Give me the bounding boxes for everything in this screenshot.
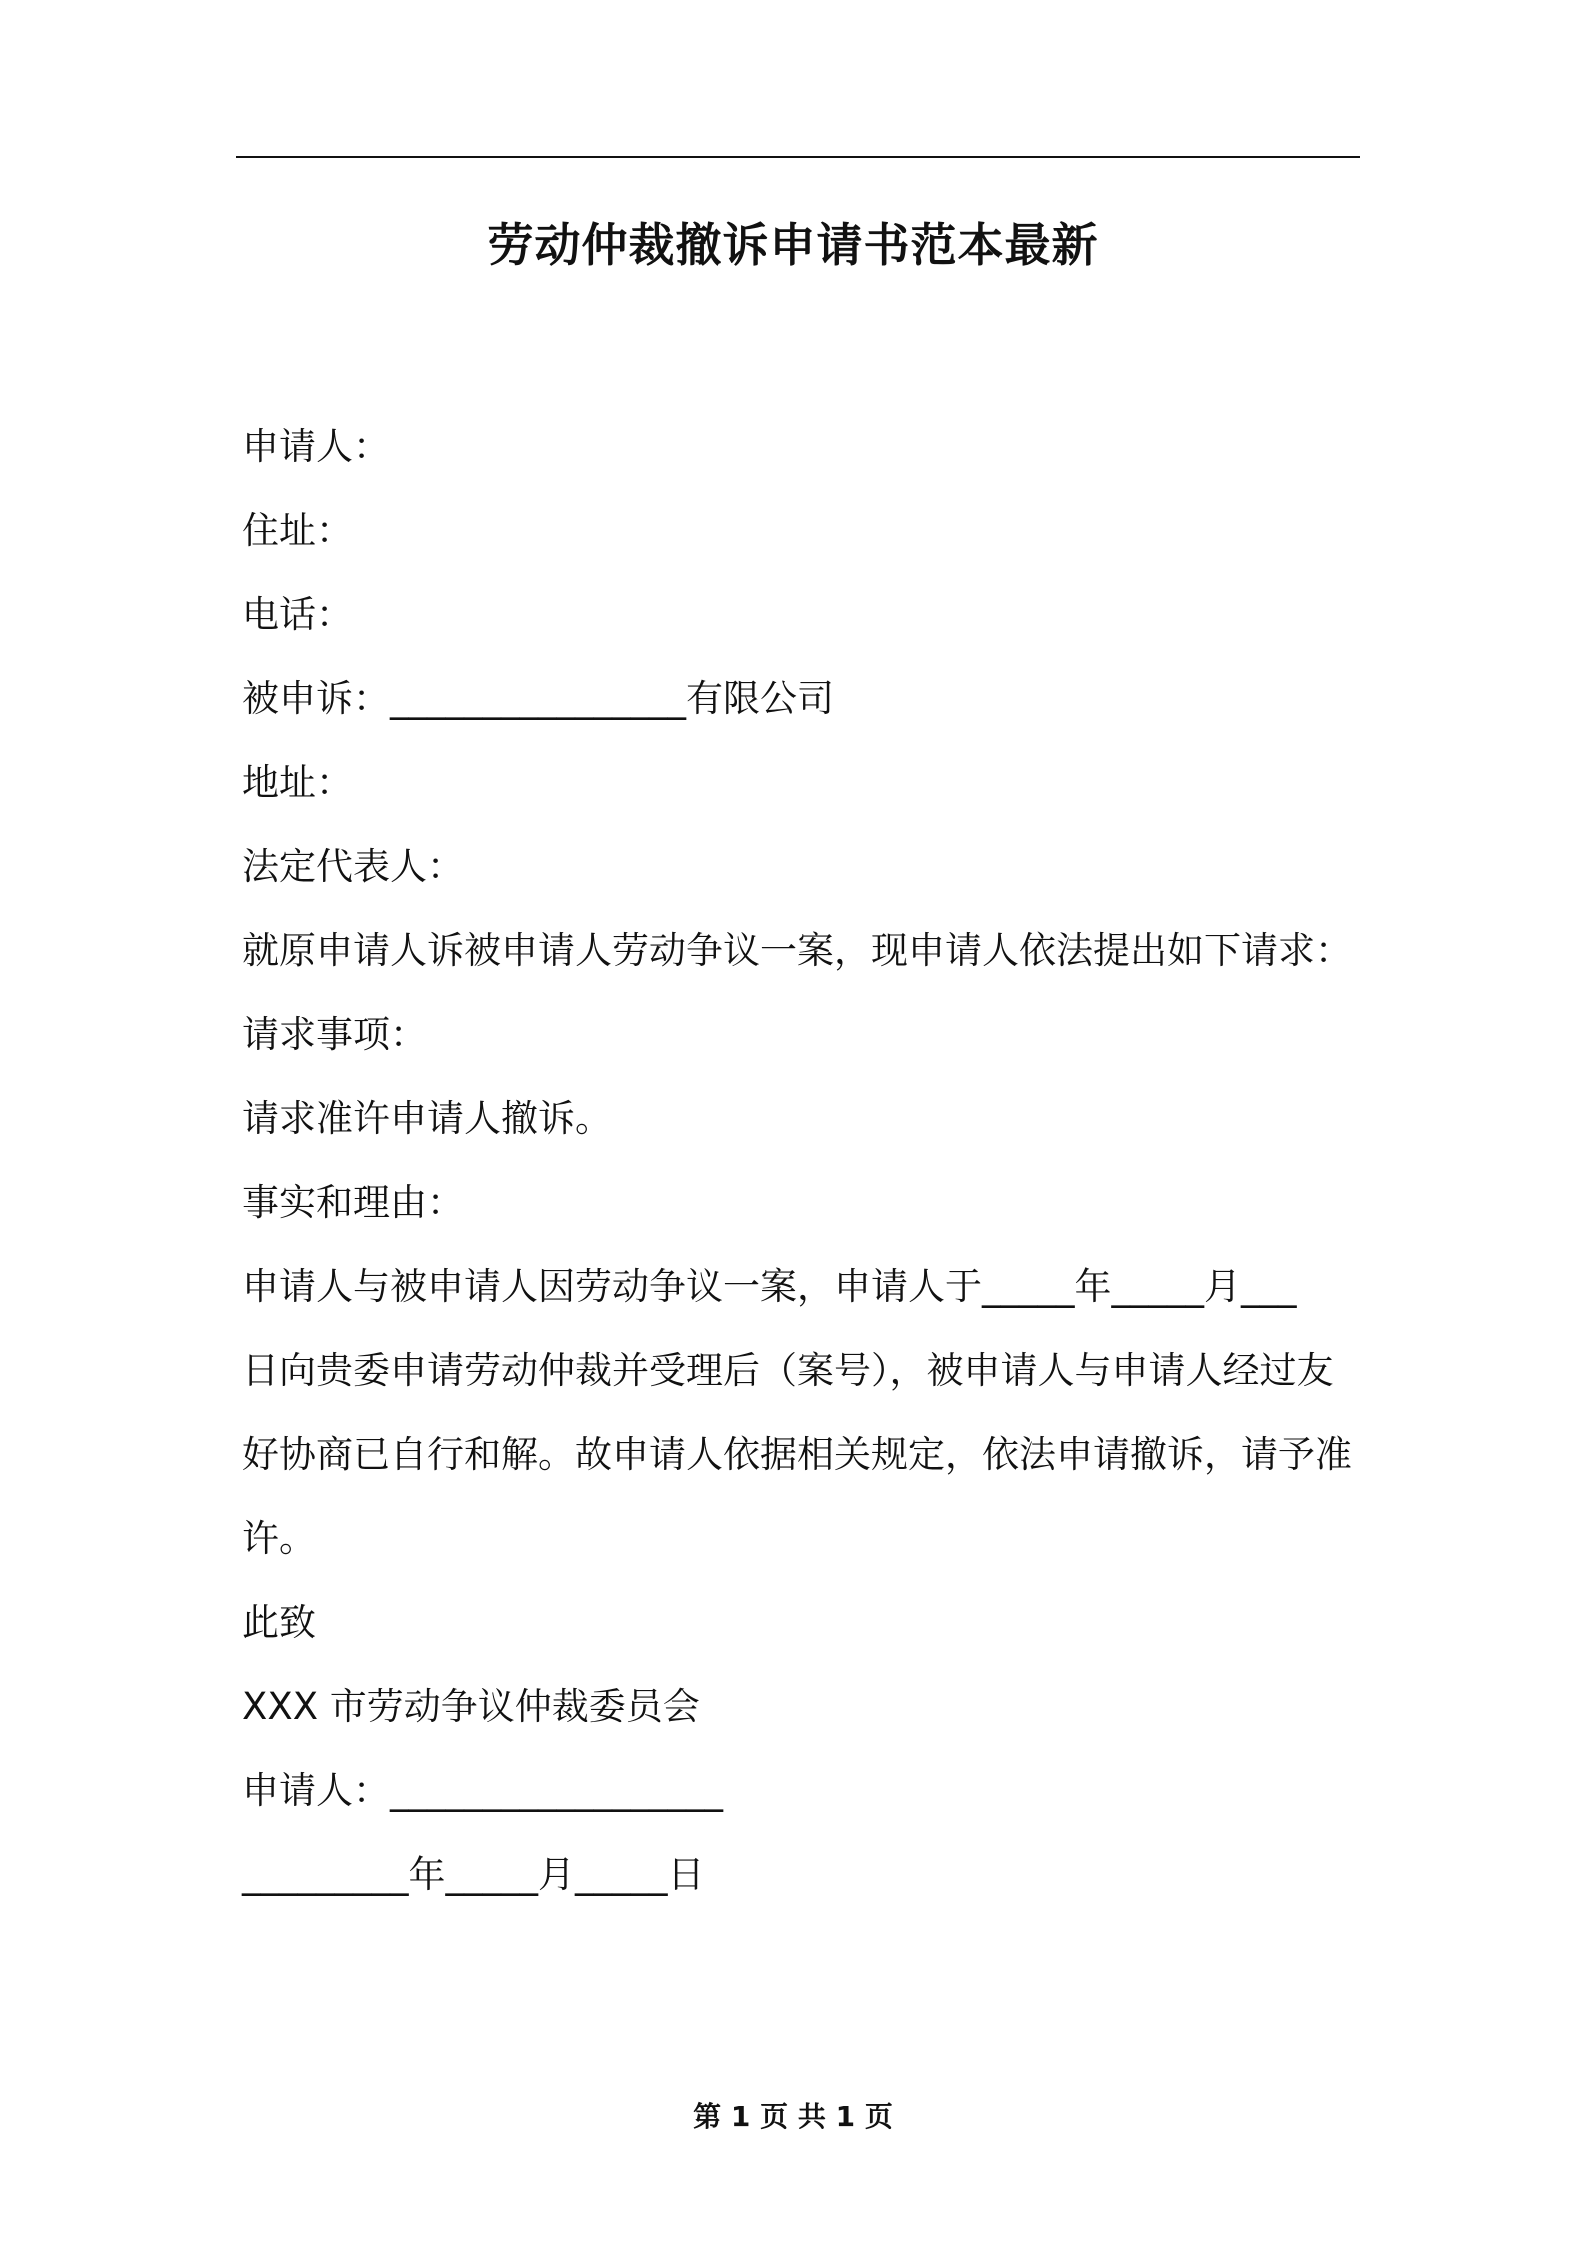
legal-representative-field: 法定代表人： [242,845,464,888]
facts-line: 好协商已自行和解。故申请人依据相关规定，依法申请撤诉，请予准 [242,1433,1352,1476]
page-number: 第 1 页 共 1 页 [693,2100,893,2133]
address-field: 住址： [242,509,353,552]
request-text: 请求准许申请人撤诉。 [242,1097,612,1140]
respondent-address-field: 地址： [242,761,353,804]
facts-line: 许。 [242,1517,316,1560]
closing-salutation: 此致 [242,1601,316,1644]
recipient: XXX 市劳动争议仲裁委员会 [242,1685,700,1728]
applicant-field: 申请人： [242,425,390,468]
respondent-field: 被申诉：________________有限公司 [242,677,834,720]
header-rule [236,156,1360,158]
date-line: _________年_____月_____日 [242,1853,705,1896]
phone-field: 电话： [242,593,353,636]
signature-line: 申请人：__________________ [242,1769,723,1812]
document-body [242,405,1362,1917]
facts-heading: 事实和理由： [242,1181,464,1224]
facts-line: 申请人与被申请人因劳动争议一案，申请人于_____年_____月___ [242,1265,1297,1308]
document-title: 劳动仲裁撤诉申请书范本最新 [487,218,1099,272]
intro-paragraph: 就原申请人诉被申请人劳动争议一案，现申请人依法提出如下请求： [242,929,1352,972]
facts-line: 日向贵委申请劳动仲裁并受理后（案号），被申请人与申请人经过友 [242,1349,1334,1392]
facts-paragraph [242,1245,1362,1581]
request-heading: 请求事项： [242,1013,427,1056]
